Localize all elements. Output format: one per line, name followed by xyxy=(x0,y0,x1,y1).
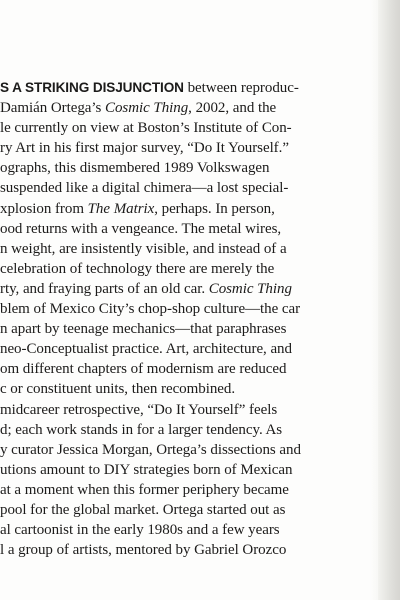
text-line: n apart by teenage mechanics—that paraphrases xyxy=(0,321,287,338)
text-line xyxy=(0,199,378,219)
text-line: l a group of artists, mentored by Gabriel Orozco xyxy=(0,542,287,559)
text-line xyxy=(0,279,378,299)
text-line: celebration of technology there are merely the xyxy=(0,260,275,277)
text-line: midcareer retrospective, “Do It Yourself” feels xyxy=(0,401,278,418)
artwork-title: Cosmic Thing xyxy=(208,280,292,297)
article-text-column xyxy=(0,78,378,560)
text-line: at a moment when this former periphery became xyxy=(0,481,289,498)
line-text: between reproduc- xyxy=(183,80,299,96)
text-line: c or constituent units, then recombined. xyxy=(0,381,236,398)
lead-in-text: S A STRIKING DISJUNCTION xyxy=(0,80,184,95)
text-line: blem of Mexico City’s chop-shop culture—the car xyxy=(0,301,301,318)
text-line: om different chapters of modernism are reduced xyxy=(0,361,287,378)
text-line: ographs, this dismembered 1989 Volkswagen xyxy=(0,160,270,177)
text-line: y curator Jessica Morgan, Ortega’s dissections and xyxy=(0,441,301,458)
line-text: xplosion from xyxy=(0,200,88,217)
artwork-title: Cosmic Thing xyxy=(105,100,189,117)
text-line: n weight, are insistently visible, and instead of a xyxy=(0,240,287,257)
text-line: ood returns with a vengeance. The metal wires, xyxy=(0,220,282,237)
text-line: ry Art in his first major survey, “Do It Yourself.” xyxy=(0,140,289,157)
text-line: suspended like a digital chimera—a lost special- xyxy=(0,180,289,197)
film-title: The Matrix xyxy=(87,200,155,217)
line-text: rty, and fraying parts of an old car. xyxy=(0,280,209,297)
text-line: al cartoonist in the early 1980s and a few years xyxy=(0,522,280,539)
line-text: , 2002, and the xyxy=(188,100,277,117)
text-line: pool for the global market. Ortega started out as xyxy=(0,501,286,518)
text-line xyxy=(0,78,378,98)
page-fold-edge xyxy=(378,0,400,600)
text-line: utions amount to DIY strategies born of Mexican xyxy=(0,461,293,478)
text-line: neo-Conceptualist practice. Art, architecture, and xyxy=(0,341,292,358)
text-line: le currently on view at Boston’s Institute of Con- xyxy=(0,120,292,137)
text-line: d; each work stands in for a larger tendency. As xyxy=(0,421,283,438)
text-line xyxy=(0,98,378,118)
line-text: , perhaps. In person, xyxy=(154,200,275,217)
line-text: Damián Ortega’s xyxy=(0,100,105,117)
